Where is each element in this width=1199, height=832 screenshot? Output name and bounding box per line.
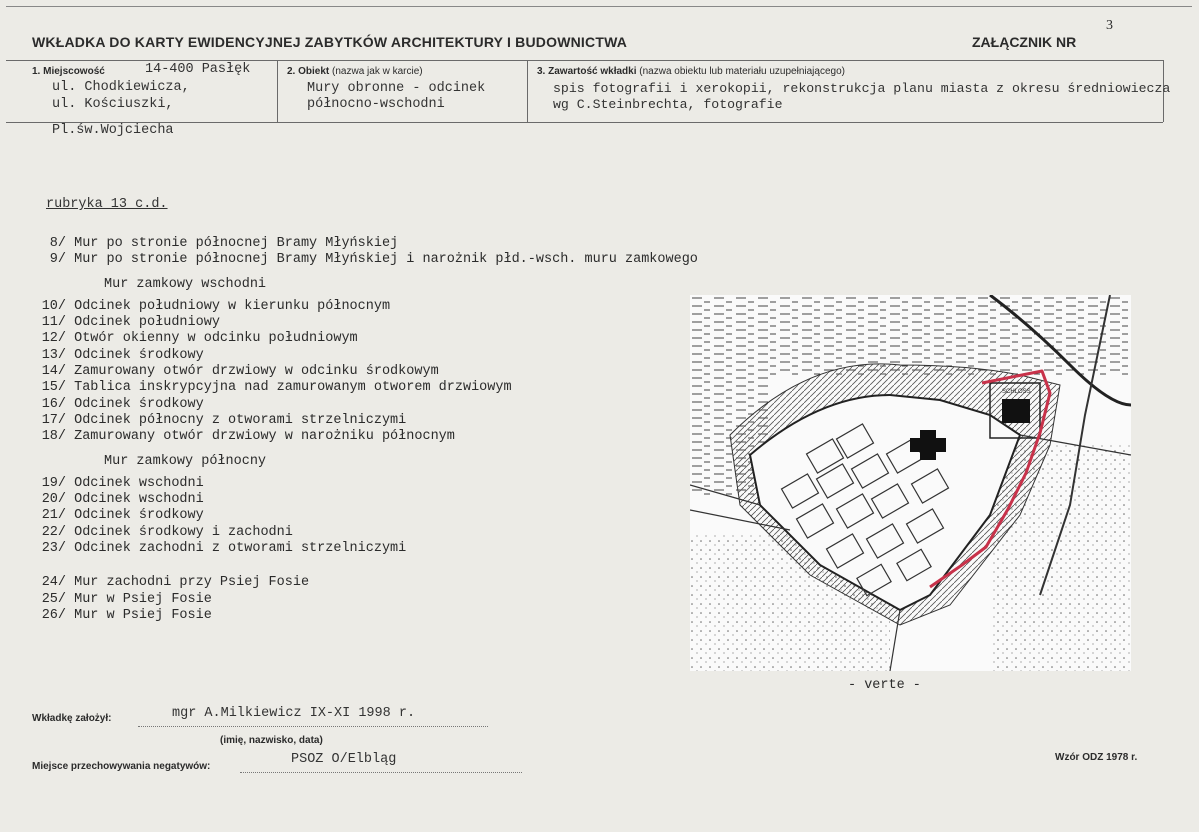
- meadow-pattern: [690, 295, 1131, 375]
- locality-line-2: ul. Chodkiewicza,: [52, 80, 190, 95]
- founder-label: Wkładkę założył:: [32, 713, 112, 724]
- object-line-1: Mury obronne - odcinek: [307, 81, 486, 96]
- column-divider-2: [527, 60, 528, 122]
- list-item: 8/ Mur po stronie północnej Bramy Młyńskiej: [49, 236, 399, 251]
- list-item: 13/ Odcinek środkowy: [41, 347, 204, 363]
- list-item: 10/ Odcinek południowy w kierunku północnym: [41, 298, 391, 314]
- group-heading: Mur zamkowy wschodni: [104, 276, 267, 292]
- content-line-1: spis fotografii i xerokopii, rekonstrukcja planu miasta z okresu średniowiecza: [553, 81, 1171, 96]
- list-item: 15/ Tablica inskrypcyjna nad zamurowanym otworem drzwiowym: [41, 380, 512, 396]
- form-code: Wzór ODZ 1978 r.: [1055, 752, 1138, 763]
- section-heading: rubryka 13 c.d.: [46, 197, 168, 212]
- storage-dotted-line: [240, 772, 522, 773]
- list-item: 24/ Mur zachodni przy Psiej Fosie: [41, 575, 310, 591]
- annex-label: ZAŁĄCZNIK NR: [972, 34, 1077, 50]
- header-divider: [6, 60, 1163, 61]
- object-line-2: północno-wschodni: [307, 97, 445, 112]
- town-plan-drawing: [690, 295, 1131, 671]
- list-item: 12/ Otwór okienny w odcinku południowym: [41, 331, 358, 347]
- storage-label: Miejsce przechowywania negatywów:: [32, 761, 211, 772]
- locality-extra: Pl.św.Wojciecha: [52, 123, 174, 138]
- list-item: 22/ Odcinek środkowy i zachodni: [41, 524, 293, 540]
- annex-number: 3: [1106, 18, 1113, 33]
- list-item: 17/ Odcinek północny z otworami strzelniczymi: [41, 412, 407, 428]
- founder-value: mgr A.Milkiewicz IX-XI 1998 r.: [172, 706, 416, 721]
- list-item: 9/ Mur po stronie północnej Bramy Młyńskiej i narożnik płd.-wsch. muru zamkowego: [49, 252, 698, 268]
- list-item: 18/ Zamurowany otwór drzwiowy w narożniku północnym: [41, 429, 455, 445]
- founder-note: (imię, nazwisko, data): [220, 735, 323, 746]
- town-plan-image: [690, 295, 1131, 671]
- fields-divider: [6, 122, 1163, 123]
- list-item: 25/ Mur w Psiej Fosie: [41, 591, 212, 607]
- group-heading: Mur zamkowy północny: [104, 453, 267, 469]
- content-line-2: wg C.Steinbrechta, fotografie: [553, 97, 783, 112]
- column-divider-1: [277, 60, 278, 122]
- castle-label: SCHLOSS: [1002, 389, 1031, 395]
- founder-dotted-line: [138, 726, 488, 727]
- list-item: 21/ Odcinek środkowy: [41, 508, 204, 524]
- list-item: 14/ Zamurowany otwór drzwiowy w odcinku środkowym: [41, 364, 439, 380]
- list-item: 11/ Odcinek południowy: [41, 315, 220, 331]
- content-label: 3. Zawartość wkładki (nazwa obiektu lub materiału uzupełniającego): [537, 66, 845, 77]
- locality-line-3: ul. Kościuszki,: [52, 97, 174, 112]
- form-title: WKŁADKA DO KARTY EWIDENCYJNEJ ZABYTKÓW ARCHITEKTURY I BUDOWNICTWA: [32, 34, 628, 50]
- list-item: 20/ Odcinek wschodni: [41, 492, 204, 508]
- photo-list: [32, 236, 698, 624]
- object-label: 2. Obiekt (nazwa jak w karcie): [287, 66, 423, 77]
- list-item: 19/ Odcinek wschodni: [41, 475, 204, 491]
- locality-label: 1. Miejscowość: [32, 66, 105, 77]
- locality-line-1: 14-400 Pasłęk: [145, 62, 251, 77]
- list-item: 23/ Odcinek zachodni z otworami strzelniczymi: [41, 541, 407, 557]
- castle-building: [1002, 399, 1030, 423]
- verte-label: - verte -: [848, 678, 921, 693]
- list-item: 26/ Mur w Psiej Fosie: [41, 607, 212, 623]
- top-border: [6, 6, 1192, 7]
- storage-value: PSOZ O/Elbląg: [291, 752, 397, 767]
- list-item: 16/ Odcinek środkowy: [41, 396, 204, 412]
